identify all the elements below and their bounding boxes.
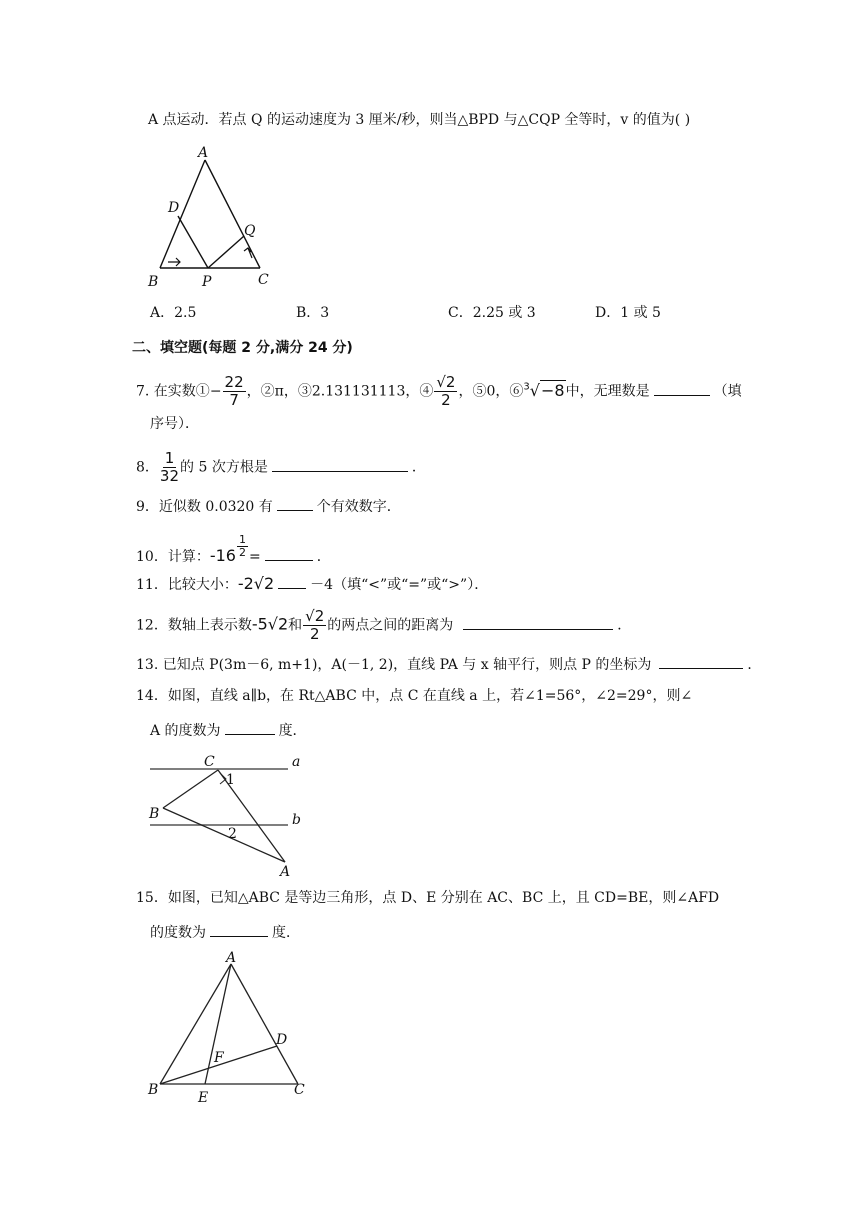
q7-mid2: ，⑤0，⑥ [458,383,524,400]
q7-frac2 [434,374,457,409]
fig6-label-c: C [258,272,269,288]
fig6-label-d: D [168,200,180,216]
q15-answer-blank[interactable] [210,922,268,937]
q8-f-den: 32 [159,467,180,485]
q7-f2-num: √2 [436,373,456,391]
q7-mid1: ，②π，③2.131131113，④ [246,383,434,400]
q10-end: ． [316,549,331,565]
fig14-label-a-line: a [292,754,301,770]
fig15-label-a: A [226,950,237,966]
q10-eq: = [248,549,261,565]
q15-line2-pre: 的度数为 [150,925,206,941]
fig6-label-q: Q [244,223,256,239]
q6-figure [140,140,290,290]
q14-line2-pre: A 的度数为 [150,723,221,739]
fig14-label-b: B [149,806,160,822]
fig14-label-2: 2 [228,826,237,842]
q6-option-b: B．3 [296,305,330,321]
q11-pre: 11．比较大小： [136,577,238,593]
q7-line2: 序号）． [150,416,199,432]
q7-answer-blank[interactable] [654,381,710,396]
q14-line2 [150,720,307,741]
q13 [136,654,761,675]
q15-line2 [150,922,300,943]
q7-f1-num: 22 [224,373,244,391]
q14-figure [140,750,320,880]
q9-text: 9．近似数 0.0320 有 [136,499,273,515]
q7-root-index: 3 [523,381,530,393]
q8-text: 的 5 次方根是 [180,459,268,476]
q8-answer-blank[interactable] [272,457,408,472]
q10-answer-blank[interactable] [265,546,313,561]
q12-pre: 12．数轴上表示数 [136,617,252,634]
fig6-label-b: B [148,274,159,290]
fig14-label-1: 1 [226,772,235,788]
q13-end: ． [747,657,762,673]
q10-base: -16 [209,546,236,565]
q9-answer-blank[interactable] [277,496,313,511]
q12-a: -5√2 [251,614,289,634]
q7-pre: 7. 在实数① [136,383,210,400]
q12-and: 和 [288,617,303,634]
q8-frac [160,450,179,485]
q13-answer-blank[interactable] [659,654,743,669]
q6-option-a: A．2.5 [150,305,197,321]
q15-figure [140,950,320,1110]
q11-expr: -2√2 [237,574,275,593]
section-title: 二、填空题(每题 2 分,满分 24 分) [132,340,353,356]
fig15-label-e: E [198,1090,209,1106]
fig15-label-f: F [214,1050,224,1066]
q11-answer-blank[interactable] [278,574,306,589]
q10-power [209,533,249,565]
q10-exp-den: 2 [238,546,246,559]
q9 [136,496,401,517]
q7-f2-den: 2 [441,391,451,409]
q9-tail: 个有效数字． [316,499,401,515]
q14-line2-post: 度． [278,723,307,739]
q7-cube-root: $^3$√−8 [523,380,565,400]
q14-line1: 14．如图，直线 a∥b，在 Rt△ABC 中，点 C 在直线 a 上，若∠1=56°，∠2=29°，则∠ [136,688,693,704]
q15-line1: 15．如图，已知△ABC 是等边三角形，点 D、E 分别在 AC、BC 上，且 CD=BE，则∠AFD [136,890,720,906]
q14-answer-blank[interactable] [225,720,275,735]
q11 [136,574,488,595]
q7-line1 [136,374,742,409]
q12-frac [303,608,326,643]
q12-answer-blank[interactable] [463,615,613,630]
q12-f-num: √2 [305,607,325,625]
q8 [136,450,426,485]
q13-text: 13. 已知点 P(3m－6, m+1)，A(－1, 2)，直线 PA 与 x 轴平行，则点 P 的坐标为 [136,657,652,673]
q12 [136,608,631,643]
fig15-label-b: B [148,1082,159,1098]
fig14-label-a: A [280,864,291,880]
q12-tail: 的两点之间的距离为 [327,617,454,634]
q8-num-label: 8． [136,459,159,476]
q7-frac1 [223,374,246,409]
fig6-label-p: P [202,274,212,290]
q11-tail: －4（填“<”或“=”或“>”）． [310,577,489,593]
fig15-label-d: D [276,1032,288,1048]
q15-line2-post: 度． [272,925,300,941]
q10-exp [237,534,248,559]
q7-f1-den: 7 [229,391,239,409]
q6-tail-text: A 点运动．若点 Q 的运动速度为 3 厘米/秒，则当△BPD 与△CQP 全等时，v 的值为( ) [148,112,691,128]
q10-pre: 10．计算： [136,549,210,565]
fig15-label-c: C [294,1082,305,1098]
q8-end: ． [411,459,426,476]
q7-root-body: −8 [540,380,565,400]
q12-end: ． [617,617,632,634]
fig14-label-c: C [204,754,215,770]
q10-exp-num: 1 [238,533,246,546]
q6-option-c: C．2.25 或 3 [448,305,536,321]
q12-f-den: 2 [309,625,320,643]
q7-f1-sign: − [209,383,222,400]
fig14-label-b-line: b [292,812,301,828]
q6-option-d: D．1 或 5 [595,305,661,321]
fig6-label-a: A [198,145,209,161]
q7-post: 中，无理数是 [565,383,650,400]
q8-f-num: 1 [164,449,175,467]
q10 [136,534,331,567]
q7-tail: （填 [713,383,742,400]
